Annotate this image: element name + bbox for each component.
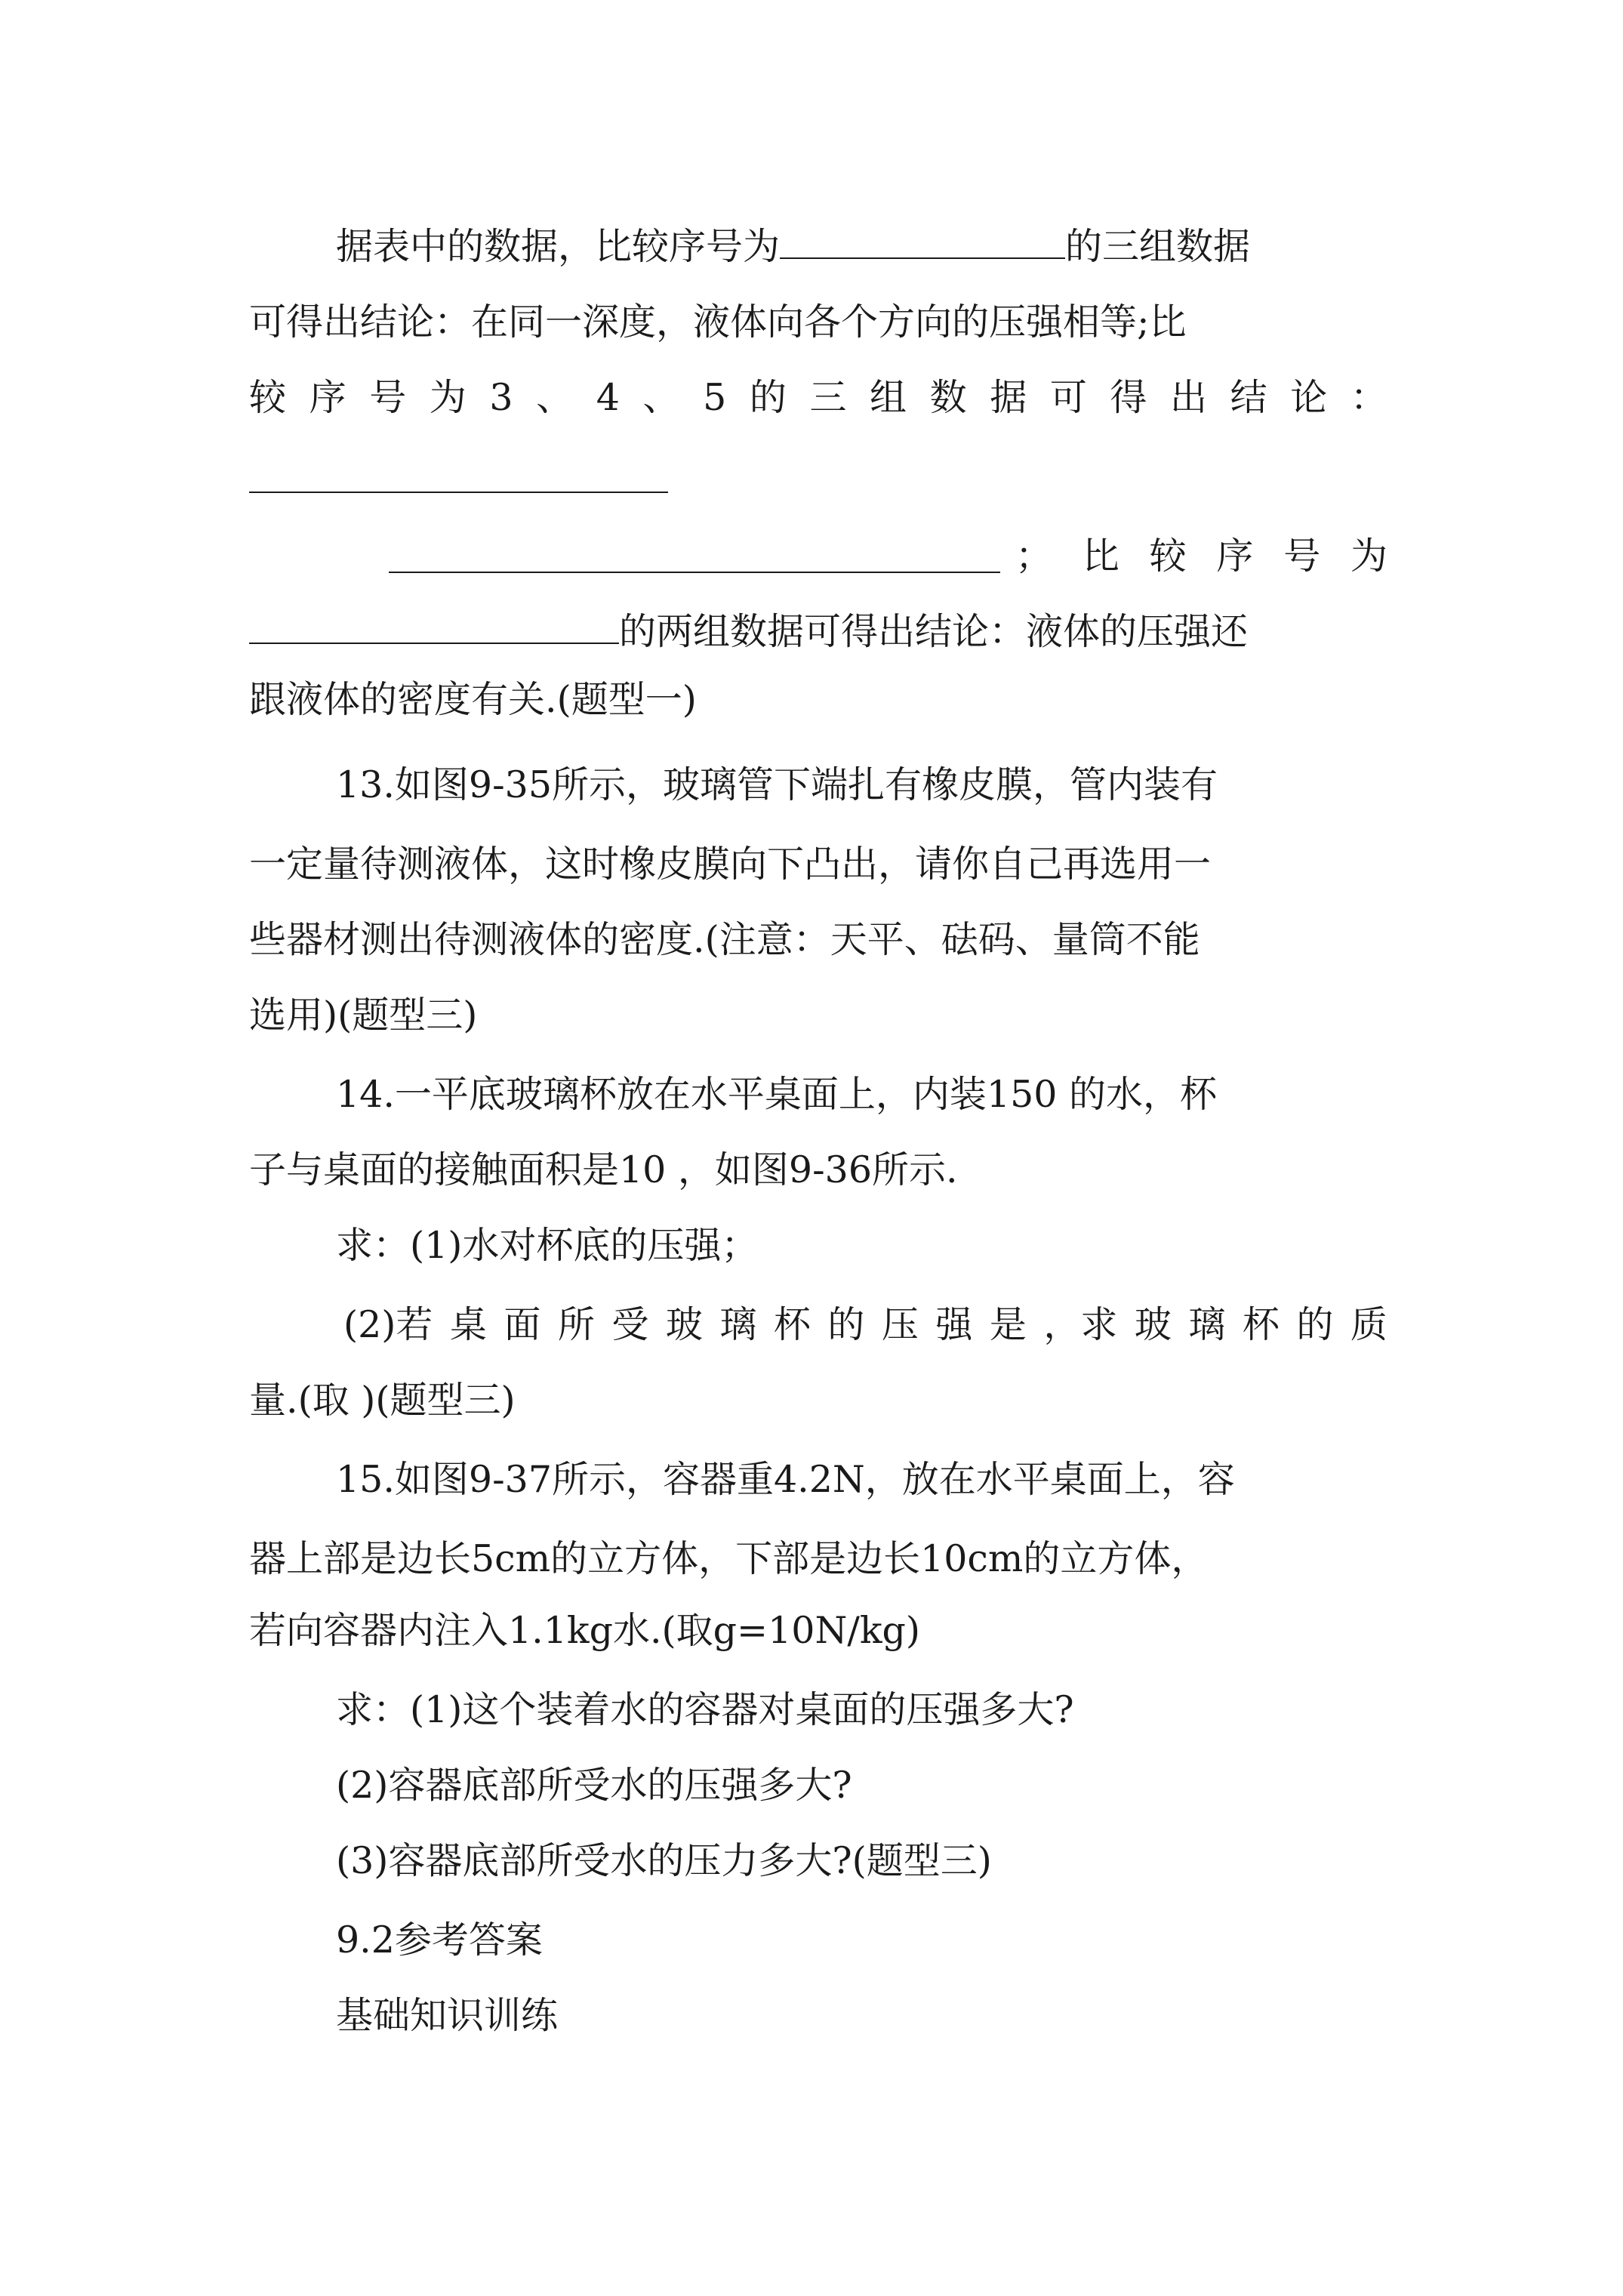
text-line: 若向容器内注入1.1kg水.(取g=10N/kg) bbox=[249, 1609, 921, 1652]
text-line: (3)容器底部所受水的压力多大?(题型三) bbox=[336, 1839, 992, 1882]
text-line: 可得出结论：在同一深度，液体向各个方向的压强相等;比 bbox=[249, 300, 1187, 344]
answer-blank bbox=[780, 214, 1065, 259]
question-14-line: 14.一平底玻璃杯放在水平桌面上，内装150 的水，杯 bbox=[336, 1073, 1218, 1116]
answer-blank bbox=[249, 599, 619, 644]
text-line: (2)容器底部所受水的压强多大? bbox=[336, 1764, 852, 1807]
text-line: (2)若 桌 面 所 受 玻 璃 杯 的 压 强 是 ，求 玻 璃 杯 的 质 bbox=[343, 1303, 1387, 1346]
text-line: 一定量待测液体，这时橡皮膜向下凸出，请你自己再选用一 bbox=[249, 843, 1212, 886]
answer-blank bbox=[249, 492, 668, 493]
section-heading: 9.2参考答案 bbox=[336, 1918, 543, 1962]
question-15-line: 15.如图9-37所示，容器重4.2N，放在水平桌面上，容 bbox=[336, 1458, 1235, 1501]
subsection-heading: 基础知识训练 bbox=[336, 1994, 559, 2037]
text-line: 据表中的数据，比较序号为 的三组数据 bbox=[336, 205, 1387, 288]
text-line: ； 比 较 序 号 为 bbox=[1015, 535, 1387, 578]
text-line: 求：(1)这个装着水的容器对桌面的压强多大? bbox=[336, 1688, 1074, 1731]
text-line: 子与桌面的接触面积是10 ，如图9-36所示. bbox=[249, 1148, 958, 1191]
text-line: 跟液体的密度有关.(题型一) bbox=[249, 678, 697, 721]
question-13-line: 13.如图9-35所示，玻璃管下端扎有橡皮膜，管内装有 bbox=[336, 763, 1218, 806]
answer-blank bbox=[389, 572, 1000, 573]
text-line: 些器材测出待测液体的密度.(注意：天平、砝码、量筒不能 bbox=[249, 918, 1200, 961]
text-line: 选用)(题型三) bbox=[249, 994, 478, 1037]
text-line: 较 序 号 为 3 、 4 、 5 的 三 组 数 据 可 得 出 结 论 ： bbox=[249, 376, 1387, 419]
text-line: 的两组数据可得出结论：液体的压强还 bbox=[249, 590, 1387, 673]
text-line: 量.(取 )(题型三) bbox=[249, 1379, 516, 1422]
text-line: 求：(1)水对杯底的压强； bbox=[336, 1224, 759, 1267]
text-line: 器上部是边长5cm的立方体，下部是边长10cm的立方体， bbox=[249, 1537, 1209, 1580]
